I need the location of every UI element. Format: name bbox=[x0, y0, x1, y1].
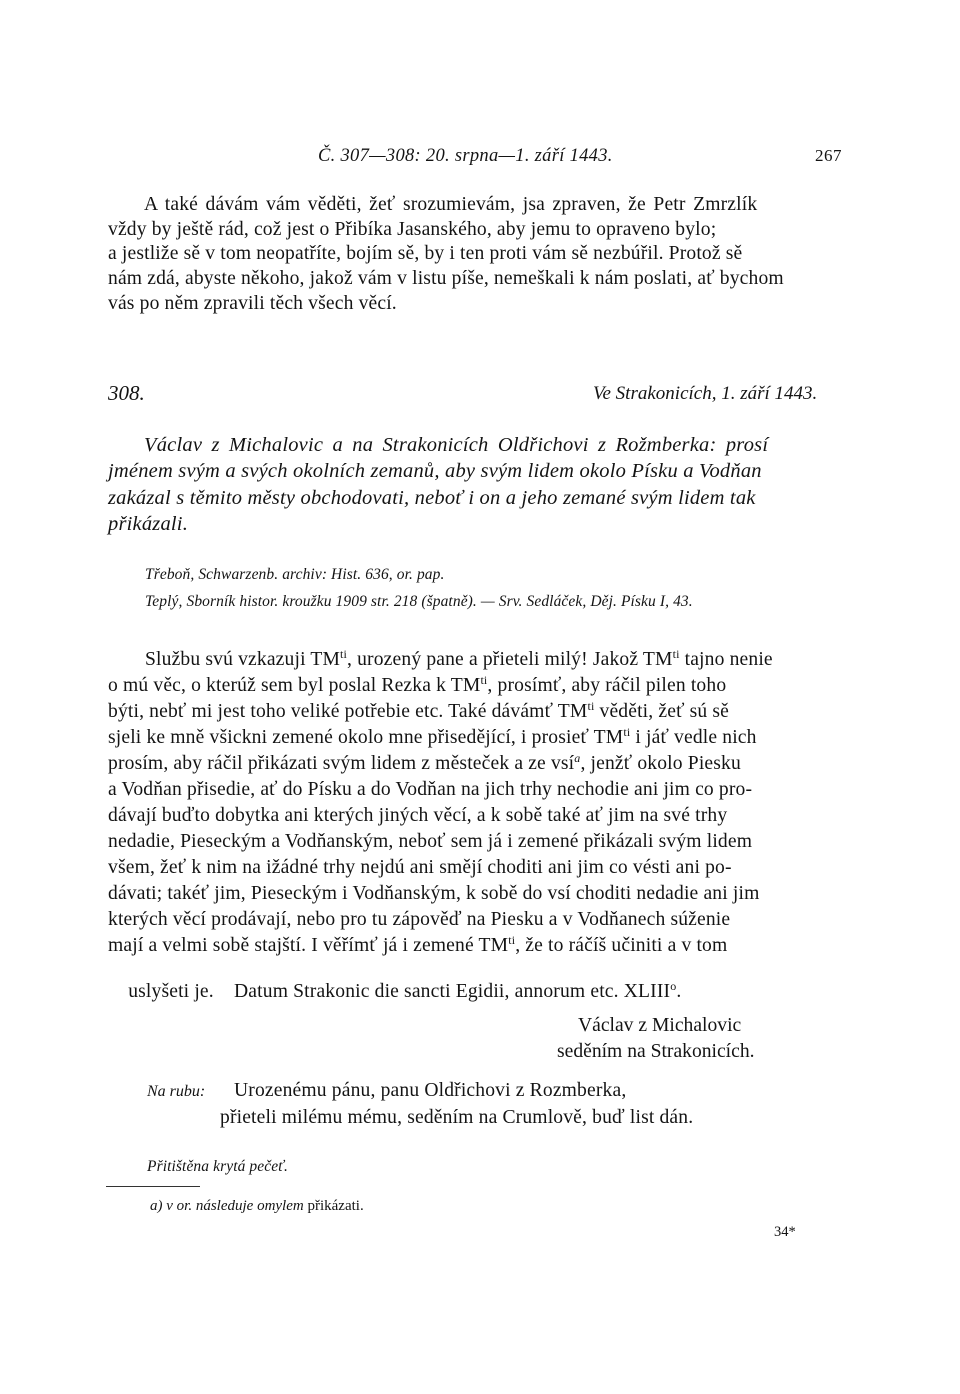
footnote-italic-text: v or. následuje omylem bbox=[166, 1198, 304, 1214]
text-line-dating: uslyšeti je. Datum Strakonic die sancti Egidii, annorum etc. XLIII$^o$. bbox=[128, 978, 682, 1002]
text-line: prosím, aby ráčil přikázati svým lidem z městeček a ze vsí$^a$, jenžť okolo Piesku bbox=[108, 751, 741, 774]
text-line: o mú věc, o kterúž sem byl poslal Rezka k $TM^{ti}$, prosímť, aby ráčil pilen toho bbox=[108, 673, 727, 696]
document-number: 308. bbox=[108, 381, 145, 405]
page-number: 267 bbox=[815, 146, 842, 165]
text-line: nedadie, Pieseckým a Vodňanským, neboť sem já i zemené přikázali svým lidem bbox=[108, 831, 753, 852]
regest-line: přikázali. bbox=[108, 513, 189, 535]
text-line: a Vodňan přisedie, ať do Písku a do Vodňan na jich trhy nechodie ani jim co pro- bbox=[108, 779, 753, 800]
verso-label: Na rubu: bbox=[147, 1083, 206, 1100]
signature-mark: 34* bbox=[774, 1224, 796, 1240]
verso-line: přieteli milému mému, seděním na Crumlově, buď list dán. bbox=[220, 1107, 694, 1128]
footnote bbox=[150, 1198, 364, 1215]
regest-line: jménem svým a svých okolních zemanů, aby svým lidem okolo Písku a Vodňan bbox=[108, 460, 762, 482]
text-line: dávati; takéť jim, Pieseckým i Vodňanským, k sobě do vsí choditi nedadie ani jim bbox=[108, 883, 760, 904]
signature-line: seděním na Strakonicích. bbox=[557, 1041, 755, 1062]
signature-line: Václav z Michalovic bbox=[578, 1015, 742, 1036]
place-date: Ve Strakonicích, 1. září 1443. bbox=[593, 383, 818, 404]
footnote-plain-text: přikázati. bbox=[307, 1198, 364, 1214]
text-line: Službu svú vzkazuji $TM^{ti}$, urozený pane a přieteli milý! Jakož $TM^{ti}$ tajno nenie bbox=[145, 647, 773, 670]
regest-line: Václav z Michalovic a na Strakonicích Oldřichovi z Rožmberka: prosí bbox=[144, 434, 769, 456]
text-line: býti, nebť mi jest toho veliké potřebie etc. Také dávámť $TM^{ti}$ věděti, žeť sú sě bbox=[108, 699, 730, 722]
archive-source: Třeboň, Schwarzenb. archiv: Hist. 636, or. pap. bbox=[145, 566, 445, 583]
prev-line: vás po něm zpravili těch všech věcí. bbox=[108, 293, 397, 314]
prev-line: vždy by ještě rád, což jest o Přibíka Jasanského, aby jemu to opraveno bylo; bbox=[108, 219, 717, 240]
text-line: všem, žeť k nim na ižádné trhy nejdú ani smějí choditi ani jim co vésti ani po- bbox=[108, 857, 732, 878]
footnote-ref: a bbox=[574, 751, 581, 765]
footnote-mark: a) bbox=[150, 1198, 163, 1214]
prev-line: nám zdá, abyste někoho, jakož vám v listu píše, nemeškali k nám poslati, ať bychom bbox=[108, 268, 784, 289]
text-line: mají a velmi sobě stajští. I věřímť já i zemené $TM^{ti}$, že to ráčíš učiniti a v tom bbox=[108, 933, 728, 956]
seal-note: Přitištěna krytá pečeť. bbox=[147, 1158, 288, 1175]
text-line: sjeli ke mně všickni zemené okolo mne přisedějící, i prosieť $TM^{ti}$ i jáť vedle nich bbox=[108, 725, 757, 748]
prev-line: A také dávám vám věděti, žeť srozumievám, jsa zpraven, že Petr Zmrzlík bbox=[144, 194, 758, 215]
verso-line: Urozenému pánu, panu Oldřichovi z Rozmberka, bbox=[234, 1080, 627, 1101]
regest-line: zakázal s těmito městy obchodovati, neboť i on a jeho zemané svým lidem tak bbox=[108, 487, 756, 509]
footnote-divider bbox=[106, 1186, 200, 1187]
prev-line: a jestliže sě v tom neopatříte, bojím sě, by i ten proti vám sě nezbúřil. Protož sě bbox=[108, 243, 743, 264]
edition-source: Teplý, Sborník histor. kroužku 1909 str. 218 (špatně). — Srv. Sedláček, Děj. Písku I, 43. bbox=[145, 593, 693, 610]
running-header: Č. 307—308: 20. srpna—1. září 1443. bbox=[318, 146, 613, 166]
text-line: kterých věcí prodávají, nebo pro tu zápověď na Piesku a v Vodňanech súženie bbox=[108, 909, 731, 930]
text-line: dávají buďto dobytka ani kterých jiných věcí, a k sobě také ať jim na své trhy bbox=[108, 805, 728, 826]
